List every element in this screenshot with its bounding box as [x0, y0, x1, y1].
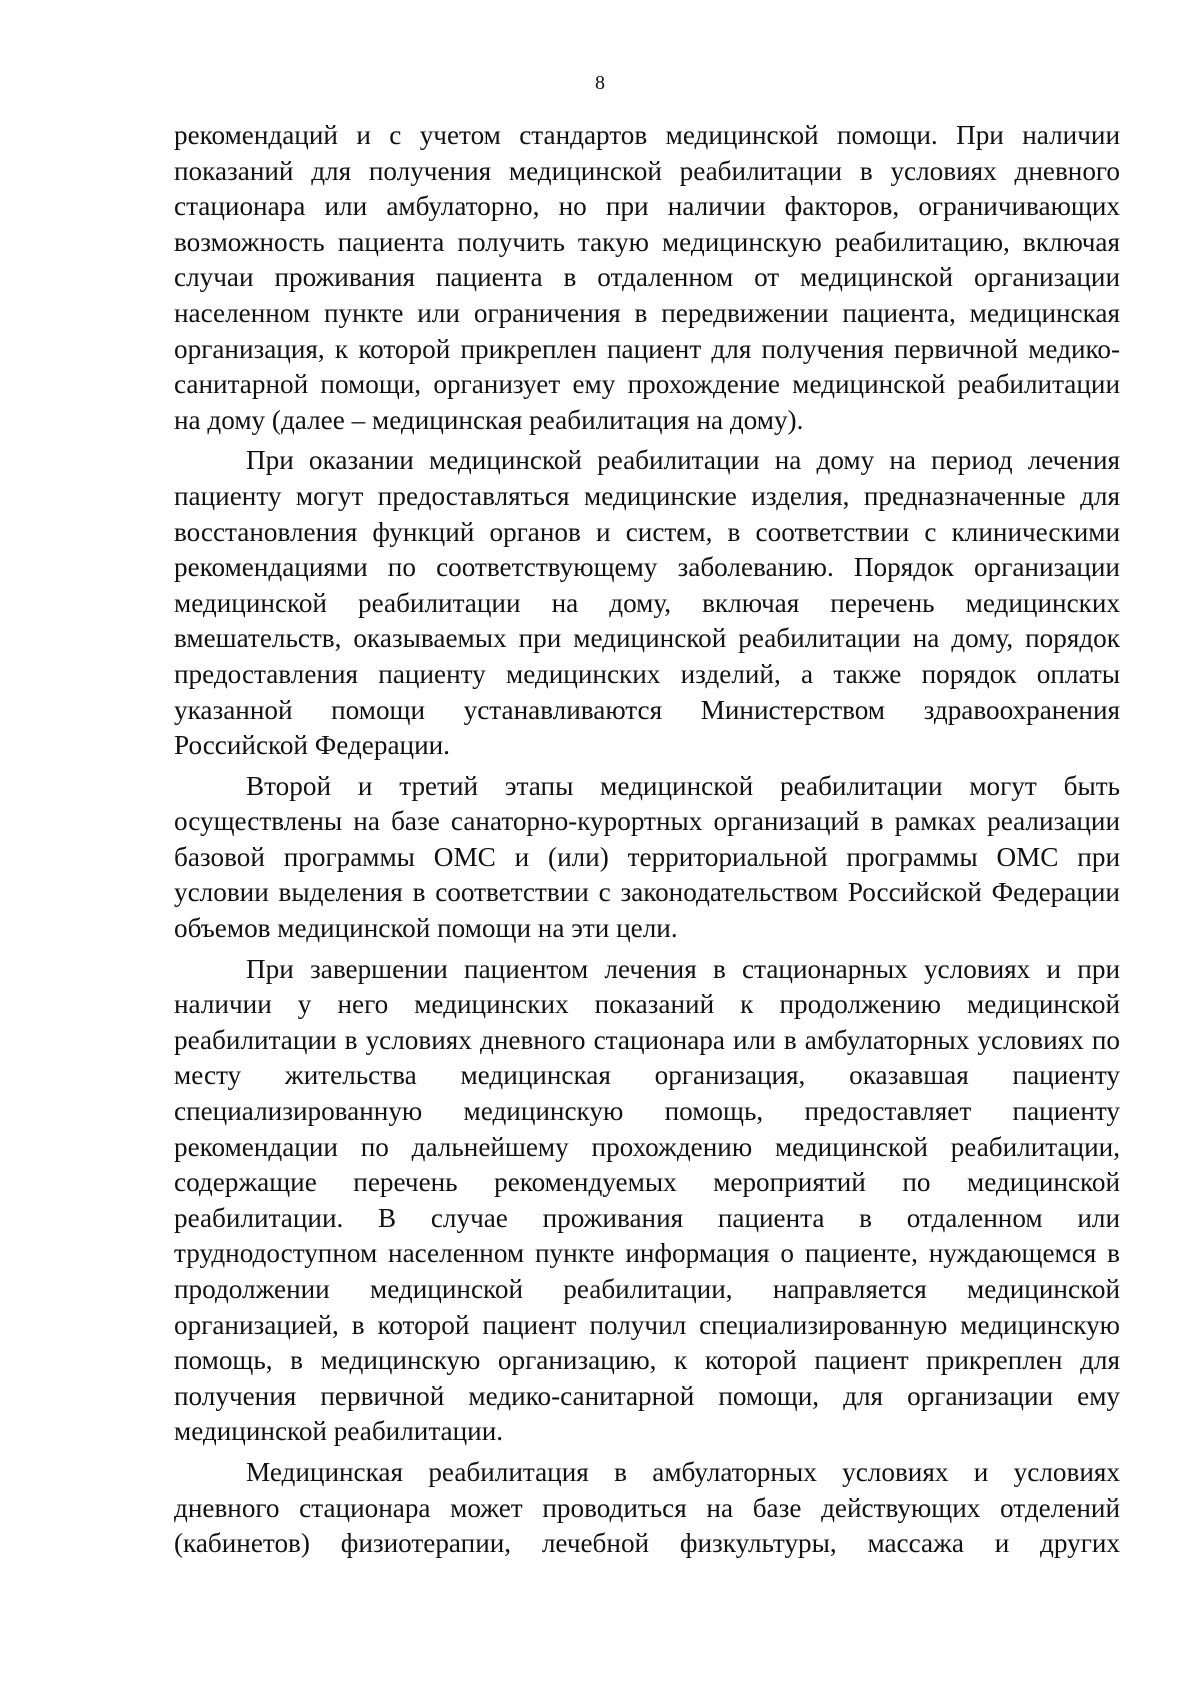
paragraph-3: Второй и третий этапы медицинской реабилитации могут быть осуществлены на базе санаторно-курортных организаций в рамках реализации базовой программы ОМС и (или) территориальной программы ОМС при условии выделения в соответствии с законодательством Российской Федерации объемов медицинской помощи на эти цели.	[174, 770, 1120, 944]
paragraph-4: При завершении пациентом лечения в стационарных условиях и при наличии у него медицинских показаний к продолжению медицинской реабилитации в условиях дневного стационара или в амбулаторных условиях по месту жительства медицинская организация, оказавшая пациенту специализированную медицинскую помощь, предоставляет пациенту рекомендации по дальнейшему прохождению медицинской реабилитации, содержащие перечень рекомендуемых мероприятий по медицинской реабилитации. В случае проживания пациента в отдаленном или труднодоступном населенном пункте информация о пациенте, нуждающемся в продолжении медицинской реабилитации, направляется медицинской организацией, в которой пациент получил специализированную медицинскую помощь, в медицинскую организацию, к которой пациент прикреплен для получения первичной медико-санитарной помощи, для организации ему медицинской реабилитации.	[174, 953, 1120, 1447]
page-number: 8	[595, 72, 605, 94]
paragraph-5: Медицинская реабилитация в амбулаторных условиях и условиях дневного стационара может проводиться на базе действующих отделений (кабинетов) физиотерапии, лечебной физкультуры, массажа и других	[174, 1456, 1120, 1559]
document-body	[174, 118, 1120, 1567]
paragraph-1: рекомендаций и с учетом стандартов медицинской помощи. При наличии показаний для получения медицинской реабилитации в условиях дневного стационара или амбулаторно, но при наличии факторов, ограничивающих возможность пациента получить такую медицинскую реабилитацию, включая случаи проживания пациента в отдаленном от медицинской организации населенном пункте или ограничения в передвижении пациента, медицинская организация, к которой прикреплен пациент для получения первичной медико-санитарной помощи, организует ему прохождение медицинской реабилитации на дому (далее – медицинская реабилитация на дому).	[174, 120, 1120, 435]
paragraph-2: При оказании медицинской реабилитации на дому на период лечения пациенту могут предоставляться медицинские изделия, предназначенные для восстановления функций органов и систем, в соответствии с клиническими рекомендациями по соответствующему заболеванию. Порядок организации медицинской реабилитации на дому, включая перечень медицинских вмешательств, оказываемых при медицинской реабилитации на дому, порядок предоставления пациенту медицинских изделий, а также порядок оплаты указанной помощи устанавливаются Министерством здравоохранения Российской Федерации.	[174, 445, 1120, 761]
